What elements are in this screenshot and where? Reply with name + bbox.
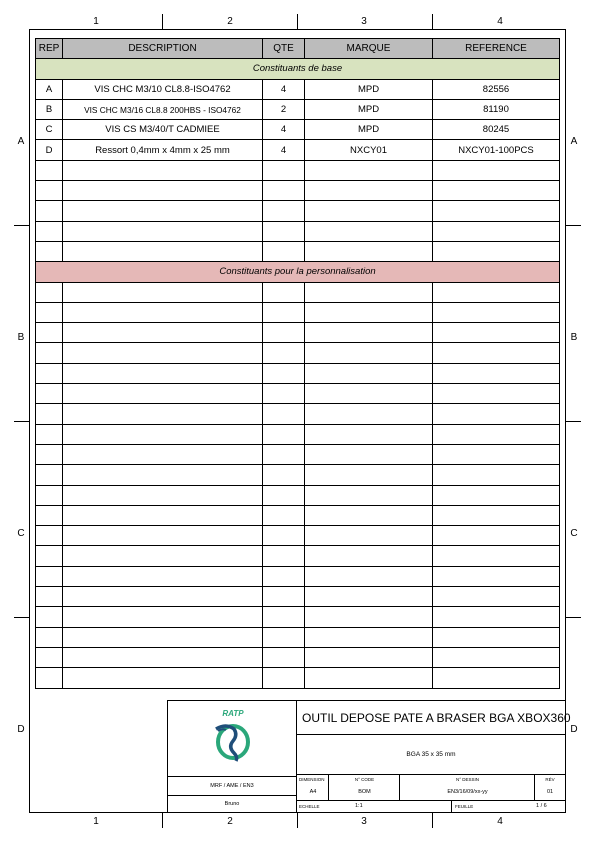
cell-description: VIS CHC M3/16 CL8.8 200HBS - ISO4762 [63,99,263,119]
empty-row [36,444,560,464]
empty-row [36,526,560,546]
cell-qte: 4 [263,140,305,160]
header-marque: MARQUE [305,39,433,59]
cell-qte: 2 [263,99,305,119]
bill-of-materials-table [35,38,560,689]
drawing-title: OUTIL DEPOSE PATE A BRASER BGA XBOX360 [302,711,571,725]
empty-row [36,566,560,586]
echelle-cell [297,801,452,812]
empty-row [36,587,560,607]
zone-letter-left-c: C [17,528,25,539]
header-qte: QTE [263,39,305,59]
zone-letter-left-b: B [17,332,25,343]
revision-label: RÉV [545,777,555,782]
zone-tick [14,617,29,618]
zone-tick [432,14,433,29]
section-row-base [36,59,560,79]
table-header-row [36,39,560,59]
cell-marque: MPD [305,120,433,140]
header-description: DESCRIPTION [63,39,263,59]
zone-tick [432,813,433,828]
header-rep: REP [36,39,63,59]
empty-row [36,485,560,505]
author-cell [168,796,297,812]
dessin-cell [400,775,535,801]
empty-row [36,160,560,180]
empty-row [36,181,560,201]
empty-row [36,363,560,383]
empty-row [36,241,560,261]
empty-row [36,424,560,444]
zone-number-bottom-1: 1 [93,816,99,827]
zone-letter-left-d: D [17,724,25,735]
drawing-subtitle: BGA 35 x 35 mm [406,751,456,758]
cell-description: VIS CS M3/40/T CADMIEE [63,120,263,140]
cell-reference: 81190 [433,99,560,119]
zone-number-bottom-4: 4 [497,816,503,827]
table-row [36,79,560,99]
zone-letter-right-c: C [570,528,578,539]
table-row [36,140,560,160]
cell-marque: MPD [305,79,433,99]
zone-number-top-2: 2 [227,16,233,27]
section-title-personnalisation: Constituants pour la personnalisation [36,262,560,282]
zone-tick [297,14,298,29]
cell-description: VIS CHC M3/10 CL8.8-ISO4762 [63,79,263,99]
zone-letter-left-a: A [17,136,25,147]
zone-tick [14,225,29,226]
empty-row [36,607,560,627]
ratp-logo [208,709,258,769]
cell-rep: C [36,120,63,140]
zone-number-bottom-3: 3 [361,816,367,827]
table-body [36,59,560,688]
revision-value: 01 [546,789,554,795]
ratp-logo-icon [208,719,258,769]
zone-letter-right-b: B [570,332,578,343]
section-row-personnalisation [36,262,560,282]
cell-description: Ressort 0,4mm x 4mm x 25 mm [63,140,263,160]
empty-row [36,546,560,566]
section-title-base: Constituants de base [36,59,560,79]
dessin-value: EN3/16/09/xx-yy [447,789,488,795]
dessin-label: N° DESSIN [455,777,480,782]
feuille-cell [452,801,565,812]
table-row [36,99,560,119]
feuille-label: FEUILLE [455,804,474,809]
cell-rep: D [36,140,63,160]
code-value: BOM [358,789,371,795]
cell-marque: NXCY01 [305,140,433,160]
echelle-value: 1:1 [355,803,363,809]
zone-number-top-3: 3 [361,16,367,27]
dimension-cell [297,775,329,801]
table-row [36,120,560,140]
cell-qte: 4 [263,120,305,140]
empty-row [36,384,560,404]
logo-cell [168,701,297,777]
empty-row [36,323,560,343]
cell-reference: 80245 [433,120,560,140]
cell-reference: 82556 [433,79,560,99]
zone-tick [297,813,298,828]
revision-cell [535,775,565,801]
empty-row [36,282,560,302]
title-block [167,700,571,813]
code-label: N° CODE [354,777,375,782]
empty-row [36,404,560,424]
zone-letter-right-a: A [570,136,578,147]
code-cell [329,775,400,801]
ratp-logo-text: RATP [222,709,244,718]
empty-row [36,465,560,485]
zone-tick [566,617,581,618]
zone-letter-right-d: D [570,724,578,735]
header-reference: REFERENCE [433,39,560,59]
zone-tick [566,421,581,422]
title-cell [297,701,571,735]
zone-number-top-4: 4 [497,16,503,27]
author-text: Bruno [224,801,240,807]
cell-marque: MPD [305,99,433,119]
zone-tick [14,421,29,422]
empty-row [36,505,560,525]
empty-row [36,668,560,688]
empty-row [36,647,560,667]
department-text: MRF / AME / EN3 [210,783,254,789]
empty-row [36,627,560,647]
department-cell [168,777,297,796]
subtitle-cell [297,735,565,775]
zone-tick [566,225,581,226]
cell-qte: 4 [263,79,305,99]
dimension-label: DIMENSION [299,777,325,782]
dimension-value: A4 [309,789,317,795]
zone-tick [162,813,163,828]
cell-rep: A [36,79,63,99]
echelle-label: ECHELLE [299,804,320,809]
empty-row [36,221,560,241]
empty-row [36,201,560,221]
cell-rep: B [36,99,63,119]
zone-tick [162,14,163,29]
zone-number-top-1: 1 [93,16,99,27]
feuille-value: 1 / 6 [536,803,547,809]
cell-reference: NXCY01-100PCS [433,140,560,160]
empty-row [36,302,560,322]
zone-number-bottom-2: 2 [227,816,233,827]
empty-row [36,343,560,363]
